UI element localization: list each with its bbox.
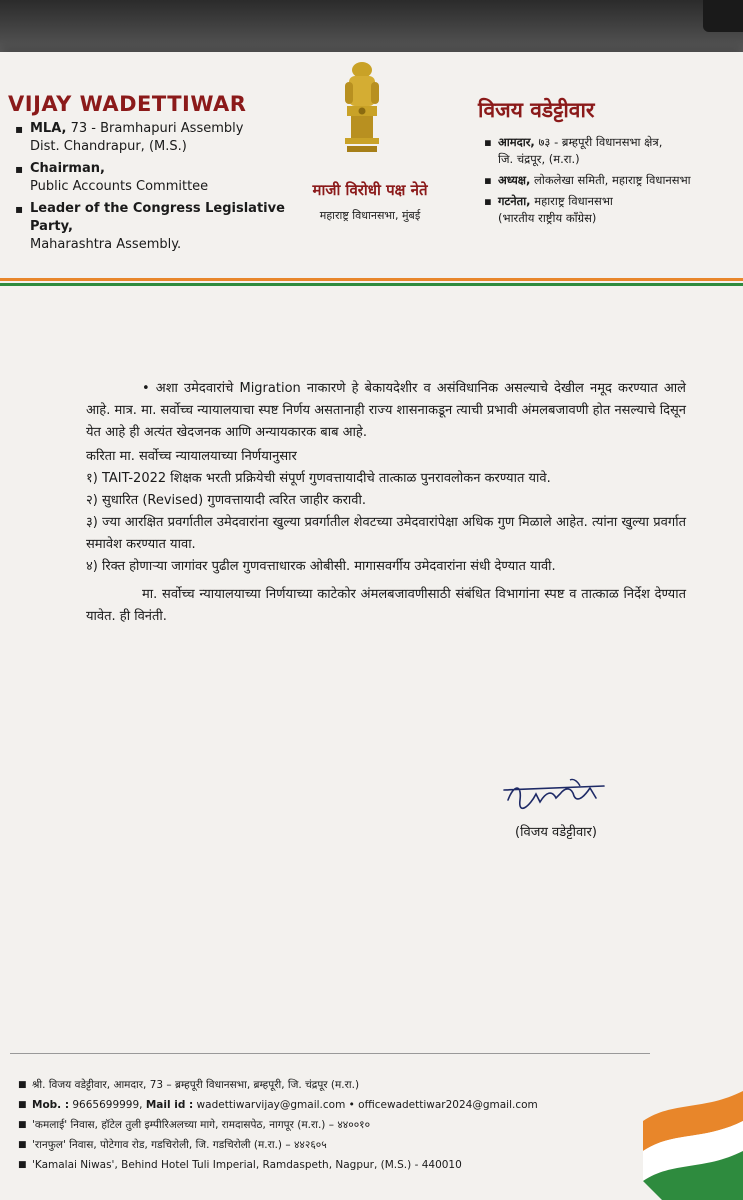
closing-paragraph: मा. सर्वोच्च न्यायालयाच्या निर्णयाच्या काटेकोर अंमलबजावणीसाठी संबंधित विभागांना स्पष्ट व तात्काळ निर्देश देण्यात यावेत. ही विनंती. bbox=[86, 587, 686, 624]
designation-line2: Dist. Chandrapur, (M.S.) bbox=[30, 139, 187, 154]
designation-mla: ▪ MLA, 73 - Bramhapuri Assembly Dist. Chandrapur, (M.S.) bbox=[15, 121, 244, 154]
sender-name-marathi: विजय वडेट्टीवार bbox=[478, 97, 595, 122]
former-leader-title: माजी विरोधी पक्ष नेते bbox=[312, 181, 428, 199]
emblem-caption bbox=[290, 180, 450, 223]
designation-label: गटनेता, bbox=[498, 194, 531, 208]
footer-divider bbox=[10, 1053, 650, 1054]
designation-text: महाराष्ट्र विधानसभा bbox=[530, 194, 613, 208]
demand-point: ४) रिक्त होणाऱ्या जागांवर पुढील गुणवत्ताधारक ओबीसी. मागासवर्गीय उमेदवारांना संधी देण्यात यावी. bbox=[86, 559, 556, 574]
designation-line2: Public Accounts Committee bbox=[30, 179, 209, 194]
demand-point: १) TAIT-2022 शिक्षक भरती प्रक्रियेची संपूर्ण गुणवत्तायादीचे तात्काळ पुनरावलोकन करण्यात यावे. bbox=[86, 471, 551, 486]
footer-contact-line: ■ Mob. : 9665699999, Mail id : wadettiwarvijay@gmail.com • officewadettiwar2024@gmail.com bbox=[18, 1099, 538, 1111]
designation-label: Chairman, bbox=[30, 161, 105, 176]
designation-text: लोकलेखा समिती, महाराष्ट्र विधानसभा bbox=[530, 173, 691, 187]
signatory-name: (विजय वडेट्टीवार) bbox=[515, 825, 597, 840]
handwritten-signature bbox=[500, 776, 610, 816]
designation-chairman: ▪ Chairman, Public Accounts Committee bbox=[15, 161, 209, 194]
letterhead-left bbox=[8, 92, 308, 258]
designation-label: Leader of the Congress Legislative Party, bbox=[30, 201, 285, 234]
footer-address-line: ■ 'रानफुल' निवास, पोटेगाव रोड, गडचिरोली, जि. गडचिरोली (म.रा.) – ४४२६०५ bbox=[18, 1139, 327, 1151]
letterhead-right bbox=[478, 96, 740, 231]
state-emblem-icon bbox=[337, 58, 387, 158]
designation-leader-mr: ▪ गटनेता, महाराष्ट्र विधानसभा (भारतीय राष्ट्रीय काँग्रेस) bbox=[484, 194, 613, 225]
demand-point: ३) ज्या आरक्षित प्रवर्गातील उमेदवारांना खुल्या प्रवर्गातील शेवटच्या उमेदवारांपेक्षा अधिक गुण मिळाले आहेत. त्यांना खुल्या प्रवर्गात समावेश करण्यात यावा. bbox=[86, 515, 686, 552]
designation-chairman-mr: ▪ अध्यक्ष, लोकलेखा समिती, महाराष्ट्र विधानसभा bbox=[484, 173, 691, 187]
flag-wave-decoration bbox=[603, 1081, 743, 1200]
body-paragraph: • अशा उमेदवारांचे Migration नाकारणे हे बेकायदेशीर व असंविधानिक असल्याचे देखील नमूद करण्यात आले आहे. मात्र. मा. सर्वोच्च न्यायालयाचा स्पष्ट निर्णय असतानाही राज्य शासनाकडून त्याची प्रभावी अंमलबजावणी होत नसल्याचे दिसून येत आहे ही अत्यंत खेदजनक आणि अन्यायकारक बाब आहे. bbox=[86, 381, 686, 440]
letter-body bbox=[86, 378, 686, 628]
footer-address-line: ■ 'Kamalai Niwas', Behind Hotel Tuli Imperial, Ramdaspeth, Nagpur, (M.S.) - 440010 bbox=[18, 1159, 462, 1171]
designation-text: 73 - Bramhapuri Assembly bbox=[66, 121, 244, 136]
body-intro: करिता मा. सर्वोच्च न्यायालयाच्या निर्णयानुसार bbox=[86, 449, 297, 464]
demand-point: २) सुधारित (Revised) गुणवत्तायादी त्वरित जाहीर करावी. bbox=[86, 493, 367, 508]
letter-page bbox=[0, 52, 743, 1200]
designation-line2: Maharashtra Assembly. bbox=[30, 237, 182, 252]
footer-address-line: ■ श्री. विजय वडेट्टीवार, आमदार, 73 – ब्रम्हपूरी विधानसभा, ब्रम्हपूरी, जि. चंद्रपूर (म.रा.) bbox=[18, 1079, 360, 1091]
footer-address-line: ■ 'कमलाई' निवास, हॉटेल तुली इम्पीरिअलच्या मागे, रामदासपेठ, नागपूर (म.रा.) – ४४००१० bbox=[18, 1119, 371, 1131]
paper-clip bbox=[703, 0, 743, 32]
designation-line2: जि. चंद्रपूर, (म.रा.) bbox=[498, 152, 580, 166]
designation-label: आमदार, bbox=[498, 135, 535, 149]
designation-label: अध्यक्ष, bbox=[498, 173, 531, 187]
signature-block bbox=[486, 776, 626, 840]
sender-name-english: VIJAY WADETTIWAR bbox=[8, 92, 247, 116]
designation-text: ७३ - ब्रम्हपूरी विधानसभा क्षेत्र, bbox=[534, 135, 663, 149]
tricolor-divider bbox=[0, 278, 743, 286]
assembly-subtitle: महाराष्ट्र विधानसभा, मुंबई bbox=[319, 209, 421, 222]
designation-mla-mr: ▪ आमदार, ७३ - ब्रम्हपूरी विधानसभा क्षेत्र, जि. चंद्रपूर, (म.रा.) bbox=[484, 135, 663, 166]
letter-footer bbox=[0, 1053, 743, 1200]
designation-leader: ▪ Leader of the Congress Legislative Party, Maharashtra Assembly. bbox=[15, 201, 285, 252]
designation-line2: (भारतीय राष्ट्रीय काँग्रेस) bbox=[498, 211, 597, 225]
designation-label: MLA, bbox=[30, 121, 67, 136]
footer-contacts bbox=[16, 1075, 616, 1175]
